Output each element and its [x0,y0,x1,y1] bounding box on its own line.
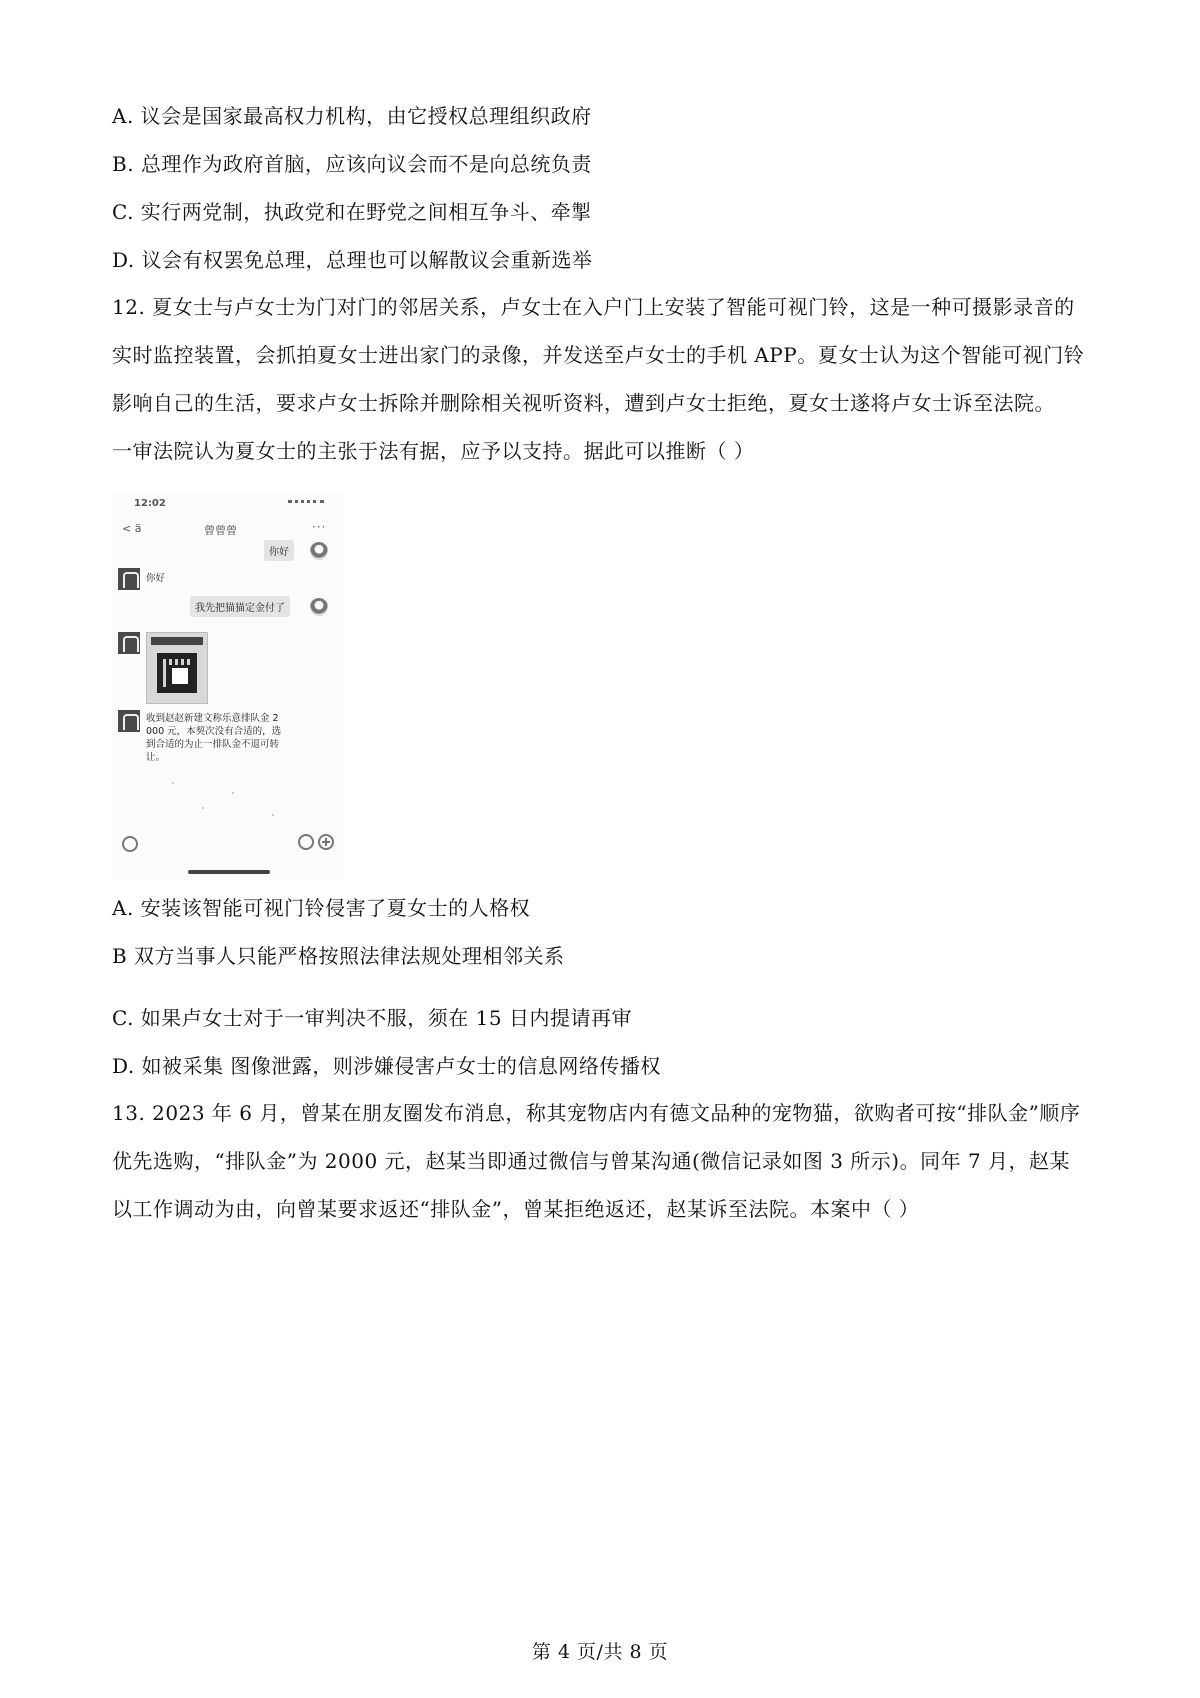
noise-speck [172,782,174,784]
avatar-self-icon [310,598,328,616]
question-12-line-4: 一审法院认为夏女士的主张于法有据，应予以支持。据此可以推断（ ） [112,439,755,463]
received-message-2 [146,712,281,764]
received-message-1: 你好 [146,573,166,584]
noise-speck [272,814,274,816]
more-icon: ··· [312,520,327,534]
option-c: C. 实行两党制，执政党和在野党之间相互争斗、牵掣 [112,200,592,224]
option-a: A. 议会是国家最高权力机构，由它授权总理组织政府 [112,104,592,128]
card-header [151,637,203,645]
avatar-contact-icon [118,710,140,732]
voice-icon [122,836,138,852]
avatar-contact-icon [118,568,140,590]
question-13-line-3: 以工作调动为由，向曾某要求返还“排队金”，曾某拒绝返还，赵某诉至法院。本案中（ ） [112,1197,920,1221]
home-indicator [188,870,270,874]
question-12-option-b: B 双方当事人只能严格按照法律法规处理相邻关系 [112,944,565,968]
plus-icon [318,834,334,850]
option-d: D. 议会有权罢免总理，总理也可以解散议会重新选举 [112,248,593,272]
question-13-line-1: 13. 2023 年 6 月，曾某在朋友圈发布消息，称其宠物店内有德文品种的宠物猫，欲购者可按“排队金”顺序 [112,1101,1081,1125]
question-12-option-d: D. 如被采集 图像泄露，则涉嫌侵害卢女士的信息网络传播权 [112,1054,661,1078]
status-bar-time: 12:02 [134,498,166,509]
question-12-option-c: C. 如果卢女士对于一审判决不服，须在 15 日内提请再审 [112,1006,632,1030]
avatar-self-icon [310,542,328,560]
question-13-line-2: 优先选购，“排队金”为 2000 元，赵某当即通过微信与曾某沟通(微信记录如图 3 所示)。同年 7 月，赵某 [112,1149,1071,1173]
payment-qr-card [146,632,208,704]
sent-message-1: 你好 [264,540,294,561]
noise-speck [202,807,204,809]
chat-contact-name: 曾曾曾 [204,524,237,537]
received-message-2-line: 让。 [146,752,166,763]
back-icon: < ä [122,522,142,535]
question-12-line-3: 影响自己的生活，要求卢女士拆除并删除相关视听资料，遭到卢女士拒绝，夏女士遂将卢女士诉至法院。 [112,391,1055,415]
question-12-line-2: 实时监控装置，会抓拍夏女士进出家门的录像，并发送至卢女士的手机 APP。夏女士认为这个智能可视门铃 [112,343,1085,367]
option-b: B. 总理作为政府首脑，应该向议会而不是向总统负责 [112,152,592,176]
question-12-option-a: A. 安装该智能可视门铃侵害了夏女士的人格权 [112,896,531,920]
signal-icon [288,500,324,506]
question-12-line-1: 12. 夏女士与卢女士为门对门的邻居关系，卢女士在入户门上安装了智能可视门铃，这是一种可摄影录音的 [112,295,1075,319]
received-message-2-line: 到合适的为止一排队金不退可转 [146,739,280,750]
emoji-icon [298,834,314,850]
wechat-chat-screenshot [112,492,344,880]
received-message-2-line: 000 元，本契次没有合适的，选 [146,726,282,737]
noise-speck [232,792,234,794]
page-footer: 第 4 页/共 8 页 [531,1641,669,1663]
sent-message-2: 我先把猫猫定金付了 [190,596,290,617]
received-message-2-line: 收到赵赵新建文称乐意排队金 2 [146,713,279,724]
avatar-contact-icon [118,632,140,654]
qr-code-icon [157,653,197,693]
